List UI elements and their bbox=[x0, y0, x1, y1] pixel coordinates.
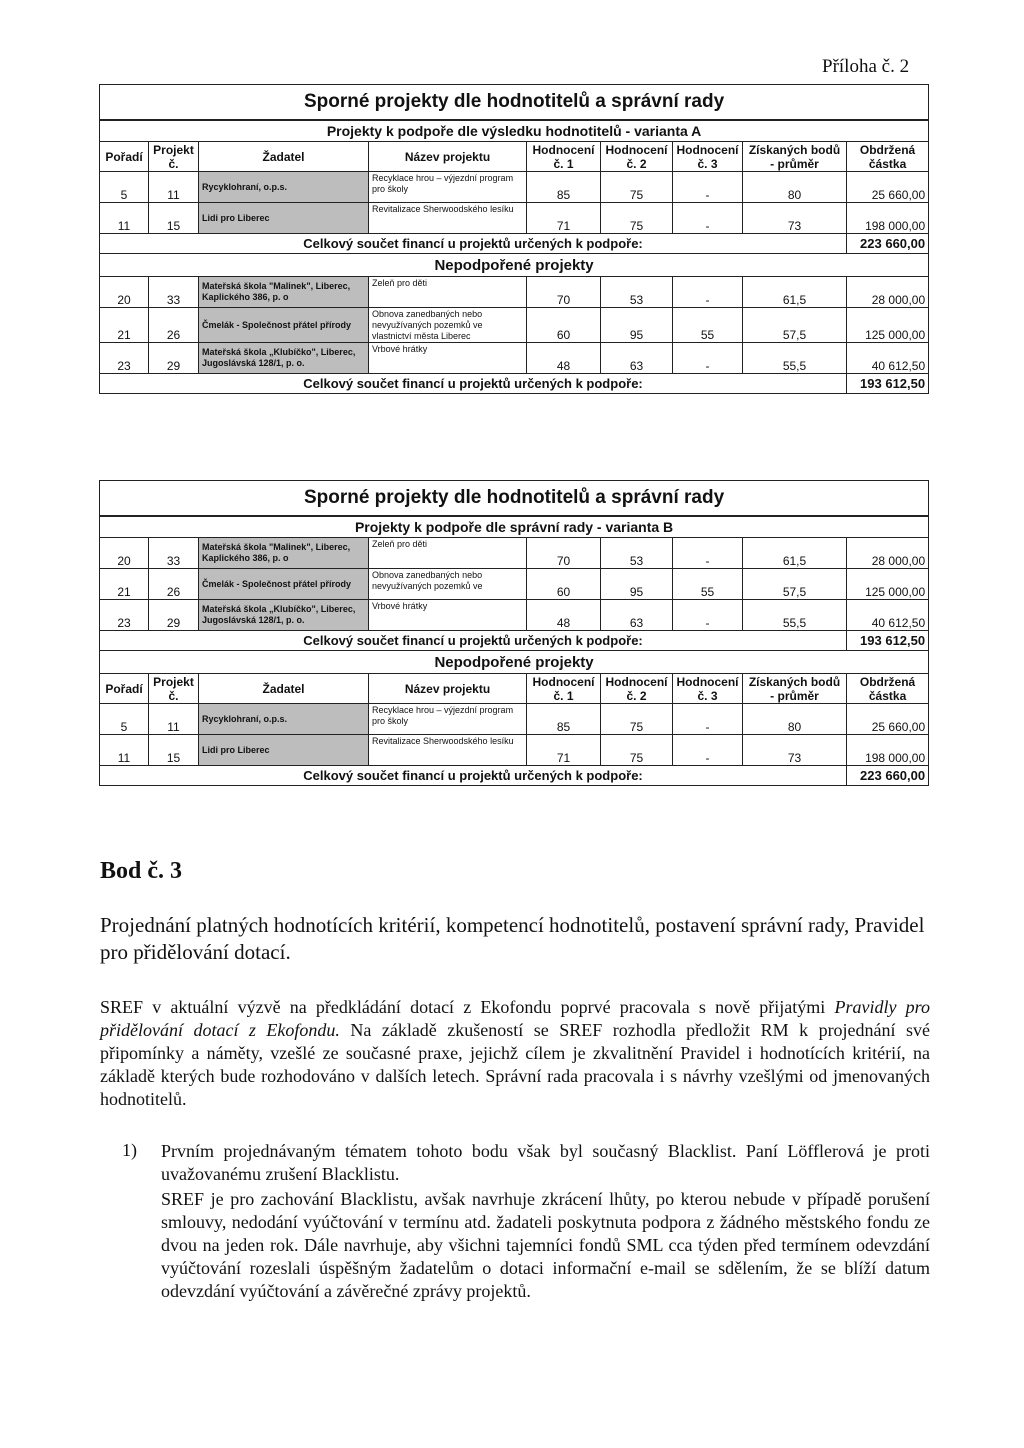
cell-nazev: Revitalizace Sherwoodského lesíku bbox=[369, 735, 527, 766]
table-row bbox=[100, 704, 929, 735]
cell-body: 80 bbox=[743, 704, 847, 735]
table-row bbox=[100, 569, 929, 600]
list-item-number: 1) bbox=[122, 1140, 137, 1160]
header-h2: Hodnocení č. 2 bbox=[601, 142, 673, 172]
cell-h1: 48 bbox=[527, 600, 601, 631]
cell-castka: 40 612,50 bbox=[847, 600, 929, 631]
cell-poradi: 21 bbox=[100, 569, 149, 600]
cell-body: 57,5 bbox=[743, 308, 847, 343]
table-row bbox=[100, 172, 929, 203]
table-row bbox=[100, 277, 929, 308]
cell-nazev: Revitalizace Sherwoodského lesíku bbox=[369, 203, 527, 234]
cell-nazev: Vrbové hrátky bbox=[369, 600, 527, 631]
cell-zadatel: Lidi pro Liberec bbox=[199, 203, 369, 234]
table-subtitle: Projekty k podpoře dle výsledku hodnotitelů - varianta A bbox=[100, 120, 929, 142]
total-value: 223 660,00 bbox=[847, 766, 929, 786]
cell-nazev: Obnova zanedbaných nebo nevyužívaných pozemků ve vlastnictví města Liberec bbox=[369, 308, 527, 343]
header-body: Získaných bodů - průměr bbox=[743, 674, 847, 704]
cell-projekt: 33 bbox=[149, 538, 199, 569]
table-subtitle: Projekty k podpoře dle správní rady - varianta B bbox=[100, 516, 929, 538]
cell-zadatel: Mateřská škola „Klubíčko", Liberec, Jugoslávská 128/1, p. o. bbox=[199, 600, 369, 631]
cell-castka: 28 000,00 bbox=[847, 538, 929, 569]
cell-castka: 198 000,00 bbox=[847, 735, 929, 766]
supported-rows bbox=[100, 172, 929, 234]
total-value: 193 612,50 bbox=[847, 374, 929, 394]
para-part-a: SREF v aktuální výzvě na předkládání dotací z Ekofondu poprvé pracovala s nově přijatými bbox=[100, 997, 835, 1017]
cell-h1: 85 bbox=[527, 172, 601, 203]
list-item-text-2: SREF je pro zachování Blacklistu, avšak navrhuje zkrácení lhůty, po kterou nebude v případě porušení smlouvy, nedodání vyúčtování v termínu atd. žadateli poskytnuta podpora z žádného městského fondu ze dvou na jeden rok. Dále navrhuje, aby všichni tajemníci fondů SML cca týden před termínem odevzdání vyúčtování rozeslali úspěšným žadatelům o dotaci informační e-mail se sdělením, že se blíží datum odevzdání vyúčtování a závěrečné zprávy projektů. bbox=[161, 1189, 930, 1301]
cell-body: 80 bbox=[743, 172, 847, 203]
table-title: Sporné projekty dle hodnotitelů a správní rady bbox=[100, 481, 929, 517]
cell-body: 55,5 bbox=[743, 343, 847, 374]
total-label: Celkový součet financí u projektů určených k podpoře: bbox=[100, 631, 847, 651]
total-value: 223 660,00 bbox=[847, 234, 929, 254]
cell-projekt: 15 bbox=[149, 203, 199, 234]
cell-h3: 55 bbox=[673, 569, 743, 600]
unsupported-title: Nepodpořené projekty bbox=[100, 651, 929, 674]
cell-h1: 70 bbox=[527, 277, 601, 308]
table-row bbox=[100, 308, 929, 343]
para-part-b: Na základě zkušeností se SREF rozhodla předložit RM k projednání své připomínky a náměty, vzešlé ze současné praxe, jejichž cílem je zkvalitnění Pravidel i hodnotících kritérií, na základě kterých bude rozhodováno v dalších letech. Správní rada pracovala i s návrhy vzešlými od jmenovaných hodnotitelů. bbox=[100, 1020, 931, 1109]
cell-nazev: Zeleň pro děti bbox=[369, 277, 527, 308]
cell-zadatel: Mateřská škola "Malinek", Liberec, Kaplického 386, p. o bbox=[199, 538, 369, 569]
cell-h3: - bbox=[673, 343, 743, 374]
cell-body: 55,5 bbox=[743, 600, 847, 631]
cell-zadatel: Mateřská škola "Malinek", Liberec, Kaplického 386, p. o bbox=[199, 277, 369, 308]
cell-h2: 63 bbox=[601, 343, 673, 374]
cell-nazev: Recyklace hrou – výjezdní program pro školy bbox=[369, 172, 527, 203]
table-variant-a bbox=[99, 84, 929, 394]
cell-h2: 63 bbox=[601, 600, 673, 631]
cell-h3: - bbox=[673, 704, 743, 735]
cell-poradi: 5 bbox=[100, 172, 149, 203]
unsupported-title: Nepodpořené projekty bbox=[100, 254, 929, 277]
section-subject: Projednání platných hodnotících kritérií, kompetencí hodnotitelů, postavení správní rady, Pravidel pro přidělování dotací. bbox=[100, 913, 925, 964]
cell-h2: 75 bbox=[601, 172, 673, 203]
cell-body: 73 bbox=[743, 203, 847, 234]
cell-projekt: 26 bbox=[149, 569, 199, 600]
cell-h2: 75 bbox=[601, 735, 673, 766]
cell-h3: 55 bbox=[673, 308, 743, 343]
cell-h2: 95 bbox=[601, 308, 673, 343]
cell-nazev: Zeleň pro děti bbox=[369, 538, 527, 569]
cell-poradi: 20 bbox=[100, 277, 149, 308]
section-heading: Bod č. 3 bbox=[100, 858, 183, 884]
cell-poradi: 23 bbox=[100, 343, 149, 374]
header-row bbox=[100, 674, 929, 704]
cell-h3: - bbox=[673, 172, 743, 203]
cell-zadatel: Lidi pro Liberec bbox=[199, 735, 369, 766]
annex-label: Příloha č. 2 bbox=[822, 56, 910, 77]
cell-castka: 40 612,50 bbox=[847, 343, 929, 374]
header-h3: Hodnocení č. 3 bbox=[673, 142, 743, 172]
cell-zadatel: Rycyklohraní, o.p.s. bbox=[199, 704, 369, 735]
total-label: Celkový součet financí u projektů určených k podpoře: bbox=[100, 374, 847, 394]
cell-projekt: 11 bbox=[149, 704, 199, 735]
body-paragraph bbox=[100, 996, 930, 1111]
cell-zadatel: Čmelák - Společnost přátel přírody bbox=[199, 569, 369, 600]
table-title: Sporné projekty dle hodnotitelů a správní rady bbox=[100, 85, 929, 121]
cell-projekt: 15 bbox=[149, 735, 199, 766]
header-nazev: Název projektu bbox=[369, 142, 527, 172]
cell-body: 57,5 bbox=[743, 569, 847, 600]
header-castka: Obdržená částka bbox=[847, 142, 929, 172]
cell-body: 73 bbox=[743, 735, 847, 766]
cell-h1: 60 bbox=[527, 308, 601, 343]
cell-castka: 25 660,00 bbox=[847, 704, 929, 735]
cell-h3: - bbox=[673, 600, 743, 631]
cell-h3: - bbox=[673, 735, 743, 766]
cell-h2: 95 bbox=[601, 569, 673, 600]
cell-projekt: 26 bbox=[149, 308, 199, 343]
cell-zadatel: Čmelák - Společnost přátel přírody bbox=[199, 308, 369, 343]
total-value: 193 612,50 bbox=[847, 631, 929, 651]
table-row bbox=[100, 343, 929, 374]
cell-body: 61,5 bbox=[743, 538, 847, 569]
cell-castka: 25 660,00 bbox=[847, 172, 929, 203]
total-label: Celkový součet financí u projektů určených k podpoře: bbox=[100, 766, 847, 786]
header-poradi: Pořadí bbox=[100, 142, 149, 172]
supported-rows bbox=[100, 538, 929, 631]
cell-h2: 75 bbox=[601, 203, 673, 234]
cell-projekt: 11 bbox=[149, 172, 199, 203]
cell-projekt: 33 bbox=[149, 277, 199, 308]
cell-h1: 60 bbox=[527, 569, 601, 600]
cell-h3: - bbox=[673, 538, 743, 569]
cell-nazev: Recyklace hrou – výjezdní program pro školy bbox=[369, 704, 527, 735]
para-italic: Pravidly pro přidělování dotací z Ekofondu. bbox=[100, 997, 930, 1040]
header-nazev: Název projektu bbox=[369, 674, 527, 704]
header-projekt: Projekt č. bbox=[149, 142, 199, 172]
cell-projekt: 29 bbox=[149, 343, 199, 374]
header-zadatel: Žadatel bbox=[199, 142, 369, 172]
table-variant-b bbox=[99, 480, 929, 786]
list-item-text-1: Prvním projednávaným tématem tohoto bodu však byl současný Blacklist. Paní Löfflerová je proti uvažovanému zrušení Blacklistu. bbox=[161, 1141, 930, 1184]
cell-h1: 70 bbox=[527, 538, 601, 569]
cell-h2: 53 bbox=[601, 277, 673, 308]
cell-h3: - bbox=[673, 277, 743, 308]
table-row bbox=[100, 600, 929, 631]
cell-h1: 48 bbox=[527, 343, 601, 374]
unsupported-rows bbox=[100, 277, 929, 374]
cell-poradi: 5 bbox=[100, 704, 149, 735]
cell-h1: 71 bbox=[527, 203, 601, 234]
header-body: Získaných bodů - průměr bbox=[743, 142, 847, 172]
cell-nazev: Obnova zanedbaných nebo nevyužívaných pozemků ve bbox=[369, 569, 527, 600]
cell-poradi: 20 bbox=[100, 538, 149, 569]
cell-zadatel: Rycyklohraní, o.p.s. bbox=[199, 172, 369, 203]
cell-body: 61,5 bbox=[743, 277, 847, 308]
cell-h1: 71 bbox=[527, 735, 601, 766]
table-row bbox=[100, 203, 929, 234]
cell-castka: 125 000,00 bbox=[847, 308, 929, 343]
header-h3: Hodnocení č. 3 bbox=[673, 674, 743, 704]
unsupported-rows bbox=[100, 704, 929, 766]
header-castka: Obdržená částka bbox=[847, 674, 929, 704]
cell-zadatel: Mateřská škola „Klubíčko", Liberec, Jugoslávská 128/1, p. o. bbox=[199, 343, 369, 374]
cell-h3: - bbox=[673, 203, 743, 234]
cell-poradi: 23 bbox=[100, 600, 149, 631]
cell-castka: 125 000,00 bbox=[847, 569, 929, 600]
header-h2: Hodnocení č. 2 bbox=[601, 674, 673, 704]
header-zadatel: Žadatel bbox=[199, 674, 369, 704]
cell-projekt: 29 bbox=[149, 600, 199, 631]
cell-poradi: 21 bbox=[100, 308, 149, 343]
cell-h2: 53 bbox=[601, 538, 673, 569]
cell-h2: 75 bbox=[601, 704, 673, 735]
cell-castka: 198 000,00 bbox=[847, 203, 929, 234]
header-projekt: Projekt č. bbox=[149, 674, 199, 704]
table-row bbox=[100, 538, 929, 569]
total-label: Celkový součet financí u projektů určených k podpoře: bbox=[100, 234, 847, 254]
cell-poradi: 11 bbox=[100, 735, 149, 766]
cell-h1: 85 bbox=[527, 704, 601, 735]
header-poradi: Pořadí bbox=[100, 674, 149, 704]
header-h1: Hodnocení č. 1 bbox=[527, 142, 601, 172]
cell-castka: 28 000,00 bbox=[847, 277, 929, 308]
cell-poradi: 11 bbox=[100, 203, 149, 234]
header-h1: Hodnocení č. 1 bbox=[527, 674, 601, 704]
cell-nazev: Vrbové hrátky bbox=[369, 343, 527, 374]
header-row bbox=[100, 142, 929, 172]
table-row bbox=[100, 735, 929, 766]
